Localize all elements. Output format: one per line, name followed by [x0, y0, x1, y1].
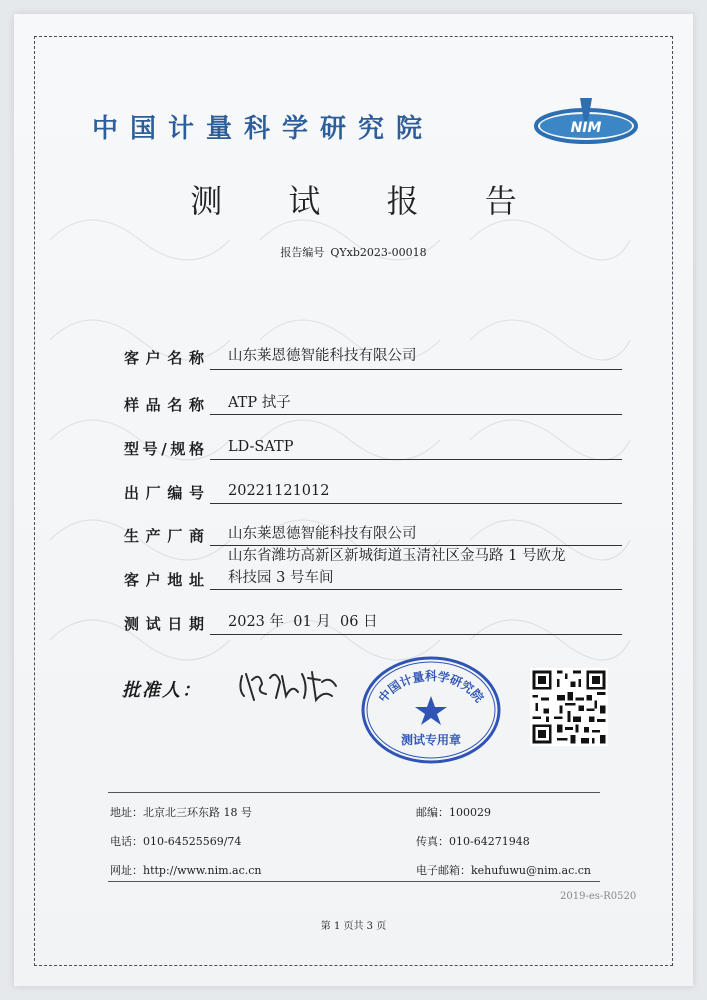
footer-top-rule — [108, 792, 600, 793]
model-spec-underline — [210, 459, 622, 460]
test-date-label: 测试日期 — [124, 615, 204, 633]
institute-name: 中国计量科学研究院 — [92, 114, 435, 144]
test-date-value: 2023 年 01 月 06 日 — [228, 614, 378, 630]
manufacturer-value: 山东莱恩德智能科技有限公司 — [228, 526, 417, 542]
watermark-pattern — [30, 180, 650, 740]
customer-name-value: 山东莱恩德智能科技有限公司 — [228, 348, 417, 364]
customer-address-line2: 科技园 3 号车间 — [228, 570, 334, 586]
serial-number-underline — [210, 503, 622, 504]
page-info: 第 1 页共 3 页 — [320, 921, 387, 932]
model-spec-label: 型号/规格 — [124, 440, 204, 458]
sample-name-label: 样品名称 — [124, 396, 204, 414]
sample-name-underline — [210, 414, 622, 415]
report-number — [0, 244, 707, 260]
footer-bottom-rule — [108, 881, 600, 882]
report-number-label: 报告编号 — [280, 246, 325, 259]
manufacturer-label: 生产厂商 — [124, 527, 204, 545]
seal-star-icon — [415, 696, 447, 725]
qr-code-icon — [530, 668, 608, 746]
seal-text-bottom: 测试专用章 — [400, 733, 462, 747]
nim-logo-icon — [532, 92, 640, 152]
footer-website: 网址：http://www.nim.ac.cn — [110, 864, 262, 877]
seal-text-top: 中国计量科学研究院 — [375, 669, 487, 706]
customer-name-underline — [210, 369, 622, 370]
model-spec-value: LD-SATP — [228, 439, 294, 455]
serial-number-value: 20221121012 — [228, 483, 330, 499]
customer-address-label: 客户地址 — [124, 571, 204, 589]
report-number-value: QYxb2023-00018 — [330, 246, 427, 259]
customer-address-line1: 山东省潍坊高新区新城街道玉清社区金马路 1 号欧龙 — [228, 548, 566, 564]
serial-number-label: 出厂编号 — [124, 484, 204, 502]
approver-signature — [236, 666, 346, 706]
footer-phone: 电话：010-64525569/74 — [110, 835, 242, 848]
customer-address-underline — [210, 589, 622, 590]
official-seal — [360, 654, 502, 766]
footer-address: 地址：北京北三环东路 18 号 — [110, 806, 252, 819]
customer-name-label: 客户名称 — [124, 349, 204, 367]
footer-email: 电子邮箱：kehufuwu@nim.ac.cn — [416, 864, 591, 877]
test-date-underline — [210, 634, 622, 635]
report-title: 测 试 报 告 — [190, 182, 545, 220]
footer-fax: 传真：010-64271948 — [416, 835, 530, 848]
footer-postcode: 邮编：100029 — [416, 806, 491, 819]
approver-label: 批准人： — [122, 680, 202, 701]
document-code: 2019-es-R0520 — [560, 891, 637, 902]
logo-text: NIM — [570, 120, 602, 136]
sample-name-value: ATP 拭子 — [228, 395, 291, 411]
